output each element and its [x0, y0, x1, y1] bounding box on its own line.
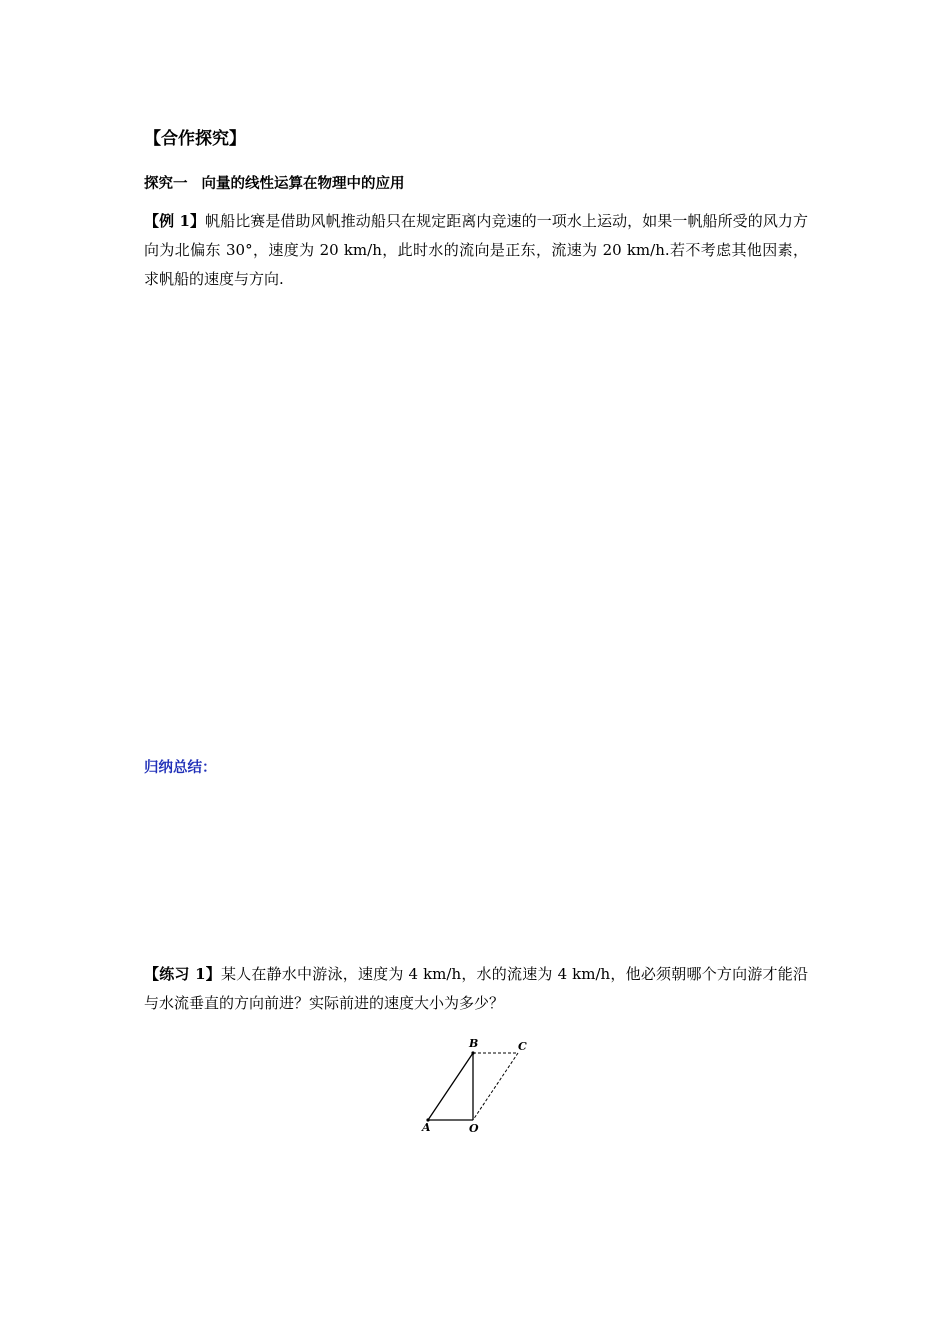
parallelogram-figure	[414, 1034, 534, 1134]
summary-label: 归纳总结：	[144, 760, 217, 776]
example-1	[144, 207, 808, 294]
label-a: A	[422, 1121, 431, 1134]
label-o: O	[469, 1122, 479, 1134]
exercise-1-tag: 【练习 1】	[144, 965, 221, 983]
exercise-1-text: 某人在静水中游泳，速度为 4 km/h，水的流速为 4 km/h，他必须朝哪个方向游才能沿与水流垂直的方向前进？实际前进的速度大小为多少？	[144, 965, 808, 1012]
point-b	[471, 1051, 474, 1054]
inquiry-heading	[144, 172, 808, 193]
label-c: C	[518, 1040, 527, 1053]
inquiry-title: 向量的线性运算在物理中的应用	[201, 176, 405, 192]
example-1-text: 帆船比赛是借助风帆推动船只在规定距离内竞速的一项水上运动，如果一帆船所受的风力方向为北偏东 30°，速度为 20 km/h，此时水的流向是正东，流速为 20 km/h.若不考虑其他因素，求帆船的速度与方向.	[144, 212, 808, 288]
segment-ab	[428, 1053, 473, 1120]
segment-co	[473, 1053, 518, 1120]
label-b: B	[469, 1037, 479, 1050]
inquiry-label: 探究一	[144, 176, 188, 192]
example-1-tag: 【例 1】	[144, 212, 206, 230]
exercise-1	[144, 960, 808, 1018]
section-title: 【合作探究】	[144, 129, 246, 149]
